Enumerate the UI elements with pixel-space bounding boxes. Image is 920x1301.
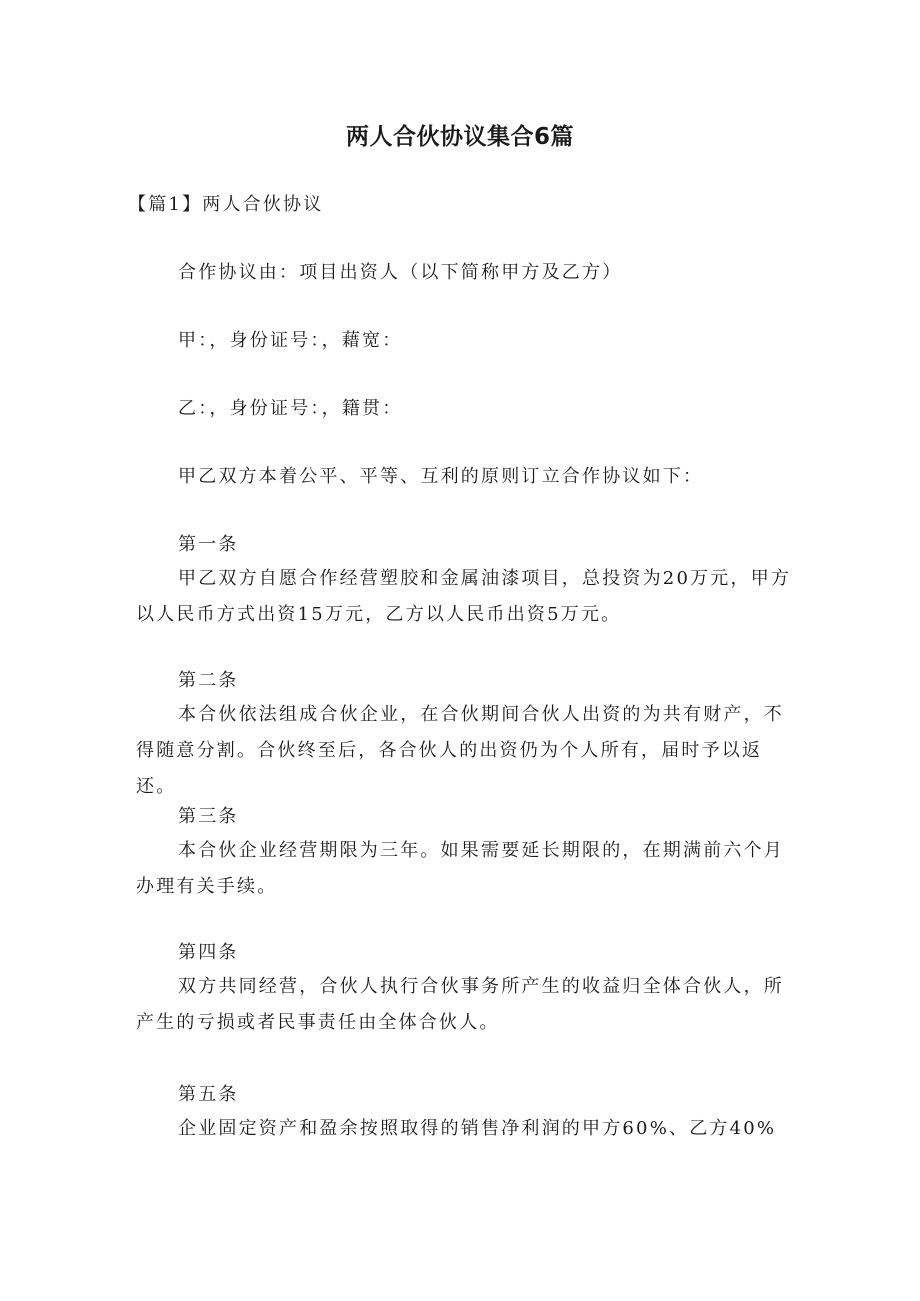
article-2-heading: 第二条	[178, 670, 239, 691]
party-b-line: 乙：，身份证号：，籍贯：	[178, 398, 403, 419]
section-heading: 【篇1】两人合伙协议	[128, 194, 324, 215]
article-5-text: 企业固定资产和盈余按照取得的销售净利润的甲方60%、乙方40%	[178, 1118, 777, 1139]
article-4-heading: 第四条	[178, 942, 239, 963]
article-1-heading: 第一条	[178, 534, 239, 555]
preamble-line: 甲乙双方本着公平、平等、互利的原则订立合作协议如下：	[178, 466, 704, 487]
party-a-line: 甲：，身份证号：，藉宽：	[178, 330, 403, 351]
article-3-text: 本合伙企业经营期限为三年。如果需要延长期限的，在期满前六个月办理有关手续。	[136, 840, 784, 897]
document-title: 两人合伙协议集合6篇	[345, 124, 574, 150]
article-3-heading: 第三条	[178, 806, 239, 827]
intro-line: 合作协议由：项目出资人（以下简称甲方及乙方）	[178, 262, 623, 283]
article-4-text: 双方共同经营，合伙人执行合伙事务所产生的收益归全体合伙人，所产生的亏损或者民事责任由全体合伙人。	[136, 976, 784, 1033]
article-1-text: 甲乙双方自愿合作经营塑胶和金属油漆项目，总投资为20万元，甲方以人民币方式出资15万元，乙方以人民币出资5万元。	[136, 568, 792, 625]
article-5-heading: 第五条	[178, 1084, 239, 1105]
article-2-text: 本合伙依法组成合伙企业，在合伙期间合伙人出资的为共有财产，不得随意分割。合伙终至后，各合伙人的出资仍为个人所有，届时予以返还。	[136, 704, 784, 797]
